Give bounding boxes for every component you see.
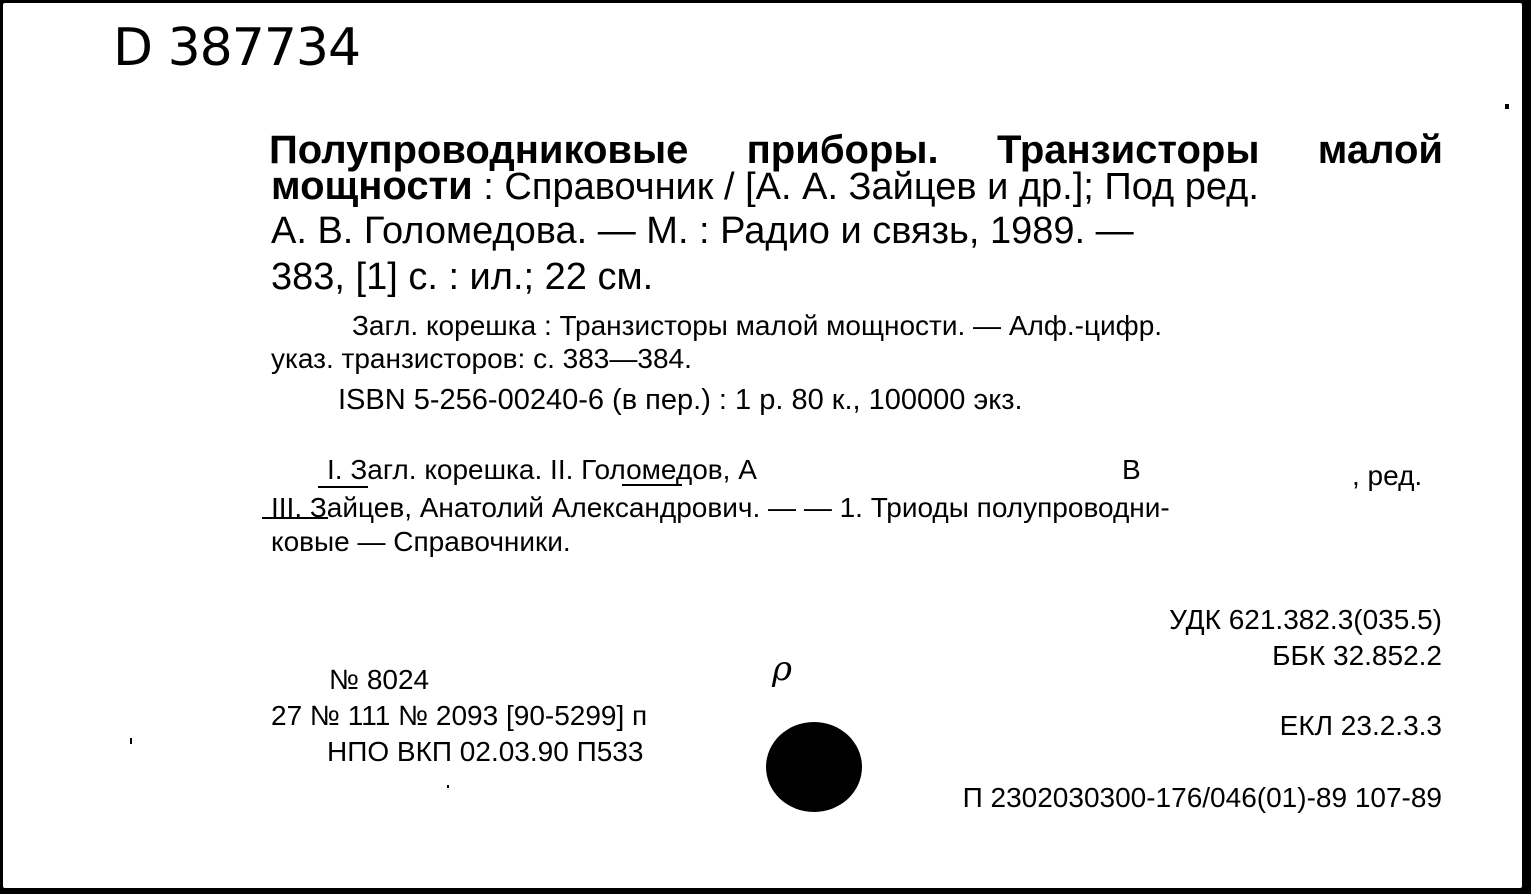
- tracing-line-1-left: I. Загл. корешка. II. Голомедов, А: [327, 454, 757, 485]
- speck: [130, 738, 132, 744]
- speck: [447, 785, 449, 788]
- tracing-line-3: ковые — Справочники.: [271, 526, 571, 557]
- hand-underline: [318, 486, 368, 488]
- tracing-line-1-mid: В: [1122, 454, 1141, 485]
- note-spine-title: Загл. корешка : Транзисторы малой мощности. — Алф.-цифр.: [352, 310, 1163, 341]
- price-code: П 2302030300-176/046(01)-89 107-89: [962, 782, 1442, 813]
- isbn-line: ISBN 5-256-00240-6 (в пер.) : 1 р. 80 к., 100000 экз.: [338, 384, 1023, 416]
- ekl-code: ЕКЛ 23.2.3.3: [1279, 710, 1442, 741]
- hand-underline: [262, 517, 328, 519]
- imprint-line: А. В. Голомедова. — М. : Радио и связь, 1989. —: [271, 210, 1134, 252]
- speck: [1505, 104, 1509, 109]
- title-word: малой: [1317, 128, 1443, 172]
- extent-line: 383, [1] с. : ил.; 22 см.: [271, 256, 654, 298]
- title-word: Транзисторы: [996, 128, 1260, 172]
- handwritten-mark: ρ: [772, 649, 792, 689]
- npo-line: НПО ВКП 02.03.90 П533: [327, 736, 644, 767]
- title-bold-end: мощности: [271, 164, 473, 208]
- udk-code: УДК 621.382.3(035.5): [1169, 604, 1442, 635]
- tracing-line-2: III. Зайцев, Анатолий Александрович. — — 1. Триоды полупроводни-: [271, 492, 1170, 523]
- title-word: приборы.: [746, 128, 939, 172]
- title-line-2: [271, 166, 1259, 206]
- bbk-code: ББК 32.852.2: [1272, 640, 1442, 671]
- ink-blot: [766, 722, 862, 812]
- statement-of-responsibility: : Справочник / [А. А. Зайцев и др.]; Под ред.: [472, 166, 1259, 208]
- order-line: 27 № 111 № 2093 [90-5299] п: [271, 700, 648, 731]
- note-index: указ. транзисторов: с. 383—384.: [271, 343, 692, 374]
- title-word: Полупроводниковые: [269, 128, 689, 172]
- tracing-line-1-right: , ред.: [1352, 460, 1423, 491]
- publication-number: № 8024: [329, 664, 430, 695]
- hand-underline: [622, 484, 682, 486]
- card-number: D 387734: [113, 18, 361, 78]
